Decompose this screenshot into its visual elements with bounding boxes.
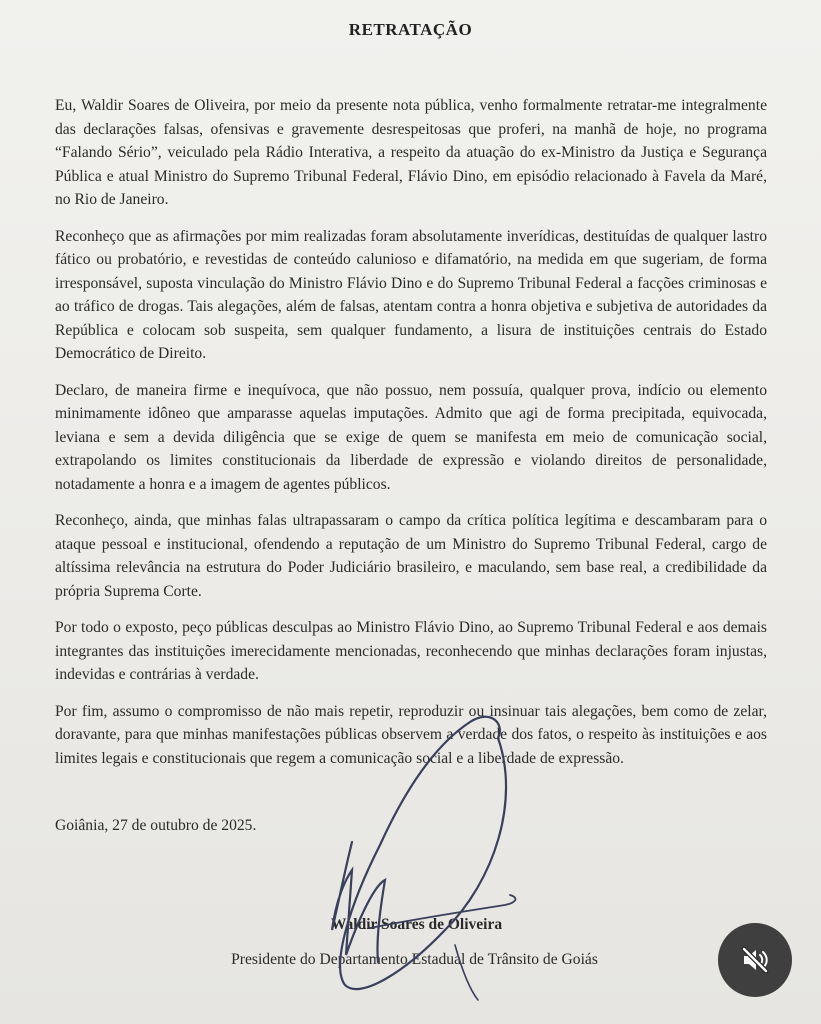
paragraph-3: Declaro, de maneira firme e inequívoca, que não possuo, nem possuía, qualquer prova, indício ou elemento minimamente idôneo que amparasse aquelas imputações. Admito que agi de forma precipitada, equivocada, leviana e sem a devida diligência que se exige de quem se manifesta em meio de comunicação social, extrapolando os limites constitucionais da liberdade de expressão e violando direitos de personalidade, notadamente a honra e a imagem de agentes públicos. xyxy=(55,381,767,493)
signatory-role: Presidente do Departamento Estadual de Trânsito de Goiás xyxy=(231,951,598,968)
paragraph-5: Por todo o exposto, peço públicas desculpas ao Ministro Flávio Dino, ao Supremo Tribunal Federal e aos demais integrantes das instituições imerecidamente mencionadas, reconhecendo que minhas declarações foram injustas, indevidas e contrárias à verdade. xyxy=(55,619,767,683)
document-title: RETRATAÇÃO xyxy=(348,20,473,39)
mute-audio-button[interactable] xyxy=(718,923,792,997)
paragraph-4: Reconheço, ainda, que minhas falas ultrapassaram o campo da crítica política legítima e descambaram para o ataque pessoal e institucional, ofendendo a reputação de um Ministro do Supremo Tribunal Federal, cargo de altíssima relevância na estrutura do Poder Judiciário brasileiro, e maculando, sem base real, a credibilidade da própria Suprema Corte. xyxy=(55,512,767,600)
paragraph-2: Reconheço que as afirmações por mim realizadas foram absolutamente inverídicas, destituídas de qualquer lastro fático ou probatório, e revestidas de conteúdo calunioso e difamatório, na medida em que sugeriam, de forma irresponsável, suposta vinculação do Ministro Flávio Dino e do Supremo Tribunal Federal a facções criminosas e ao tráfico de drogas. Tais alegações, além de falsas, atentam contra a honra objetiva e subjetiva de autoridades da República e colocam sob suspeita, sem qualquer fundamento, a lisura de instituições centrais do Estado Democrático de Direito. xyxy=(55,227,767,362)
speaker-muted-icon xyxy=(738,943,772,977)
paragraph-6: Por fim, assumo o compromisso de não mais repetir, reproduzir ou insinuar tais alegações, bem como de zelar, doravante, para que minhas manifestações públicas observem a verdade dos fatos, o respeito às instituições e aos limites legais e constitucionais que regem a comunicação social e a liberdade de expressão. xyxy=(55,702,767,767)
signatory-name: Waldir Soares de Oliveira xyxy=(330,916,503,933)
document-body xyxy=(55,94,767,783)
paragraph-1: Eu, Waldir Soares de Oliveira, por meio da presente nota pública, venho formalmente retratar-me integralmente das declarações falsas, ofensivas e gravemente desrespeitosas que proferi, na manhã de hoje, no programa “Falando Sério”, veiculado pela Rádio Interativa, a respeito da atuação do ex-Ministro da Justiça e Segurança Pública e atual Ministro do Supremo Tribunal Federal, Flávio Dino, em episódio relacionado à Favela da Maré, no Rio de Janeiro. xyxy=(55,97,767,208)
date-line: Goiânia, 27 de outubro de 2025. xyxy=(55,817,257,834)
